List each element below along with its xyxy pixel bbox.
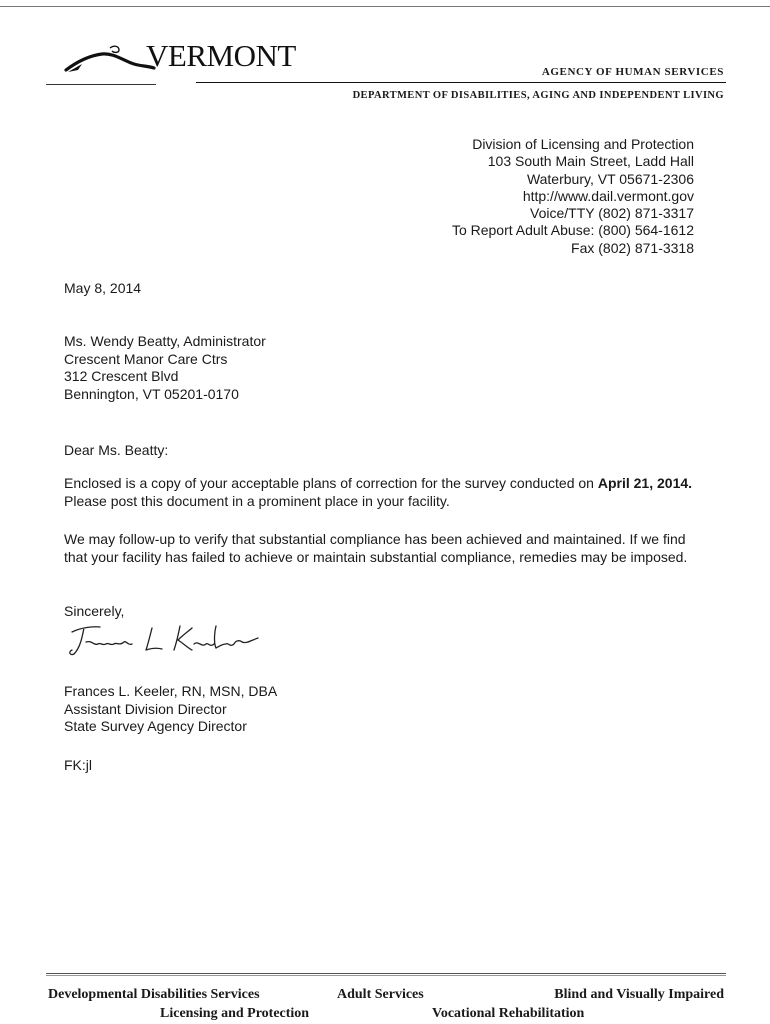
sender-address <box>452 136 694 257</box>
footer-rule <box>46 973 726 974</box>
sender-line: Voice/TTY (802) 871-3317 <box>530 205 694 222</box>
handwritten-signature <box>66 618 276 662</box>
sender-website-link[interactable]: http://www.dail.vermont.gov <box>522 187 694 204</box>
agency-name: AGENCY OF HUMAN SERVICES <box>541 66 724 78</box>
sender-line: Waterbury, VT 05671-2306 <box>526 170 694 187</box>
signer-title: Assistant Division Director <box>64 700 227 717</box>
recipient-line: Crescent Manor Care Ctrs <box>64 350 228 367</box>
recipient-line: 312 Crescent Blvd <box>64 368 179 384</box>
recipient-address <box>64 333 266 403</box>
top-border-line <box>0 6 770 7</box>
sender-line: 103 South Main Street, Ladd Hall <box>487 153 694 170</box>
recipient-line: Bennington, VT 05201-0170 <box>64 385 239 402</box>
signer-block <box>64 683 277 736</box>
sender-line: To Report Adult Abuse: (800) 564-1612 <box>451 222 694 239</box>
footer-developmental-services: Developmental Disabilities Services <box>48 987 260 1002</box>
salutation: Dear Ms. Beatty: <box>64 442 169 458</box>
signer-name: Frances L. Keeler, RN, MSN, DBA <box>64 683 278 699</box>
survey-date: April 21, 2014. <box>597 475 693 491</box>
body-paragraph-2: We may follow-up to verify that substantial compliance has been achieved and maintained. If we find that your facility has failed to achieve or maintain substantial compliance, remedies may be imposed. <box>64 531 688 565</box>
sender-line: Fax (802) 871-3318 <box>571 239 694 256</box>
state-name: VERMONT <box>146 38 296 73</box>
body-paragraph-1 <box>64 475 704 510</box>
letter-date: May 8, 2014 <box>64 280 142 296</box>
sender-line: Division of Licensing and Protection <box>472 136 694 152</box>
paragraph-text: Please post this document in a prominent place in your facility. <box>64 492 450 509</box>
footer-blind-services: Blind and Visually Impaired <box>554 987 724 1002</box>
footer-rule-secondary <box>46 975 726 976</box>
footer-licensing: Licensing and Protection <box>160 1006 310 1021</box>
typist-initials: FK:jl <box>64 757 92 773</box>
closing: Sincerely, <box>64 603 125 619</box>
signer-title: State Survey Agency Director <box>64 718 247 734</box>
department-name: DEPARTMENT OF DISABILITIES, AGING AND INDEPENDENT LIVING <box>352 90 724 101</box>
footer-adult-services: Adult Services <box>337 987 424 1002</box>
recipient-line: Ms. Wendy Beatty, Administrator <box>64 333 266 349</box>
paragraph-text: Enclosed is a copy of your acceptable plans of correction for the survey conducted on <box>64 475 598 491</box>
vermont-mountain-logo-icon <box>64 42 156 78</box>
header-rule <box>196 82 726 83</box>
footer-vocational: Vocational Rehabilitation <box>432 1006 585 1021</box>
logo-underline <box>46 84 156 85</box>
